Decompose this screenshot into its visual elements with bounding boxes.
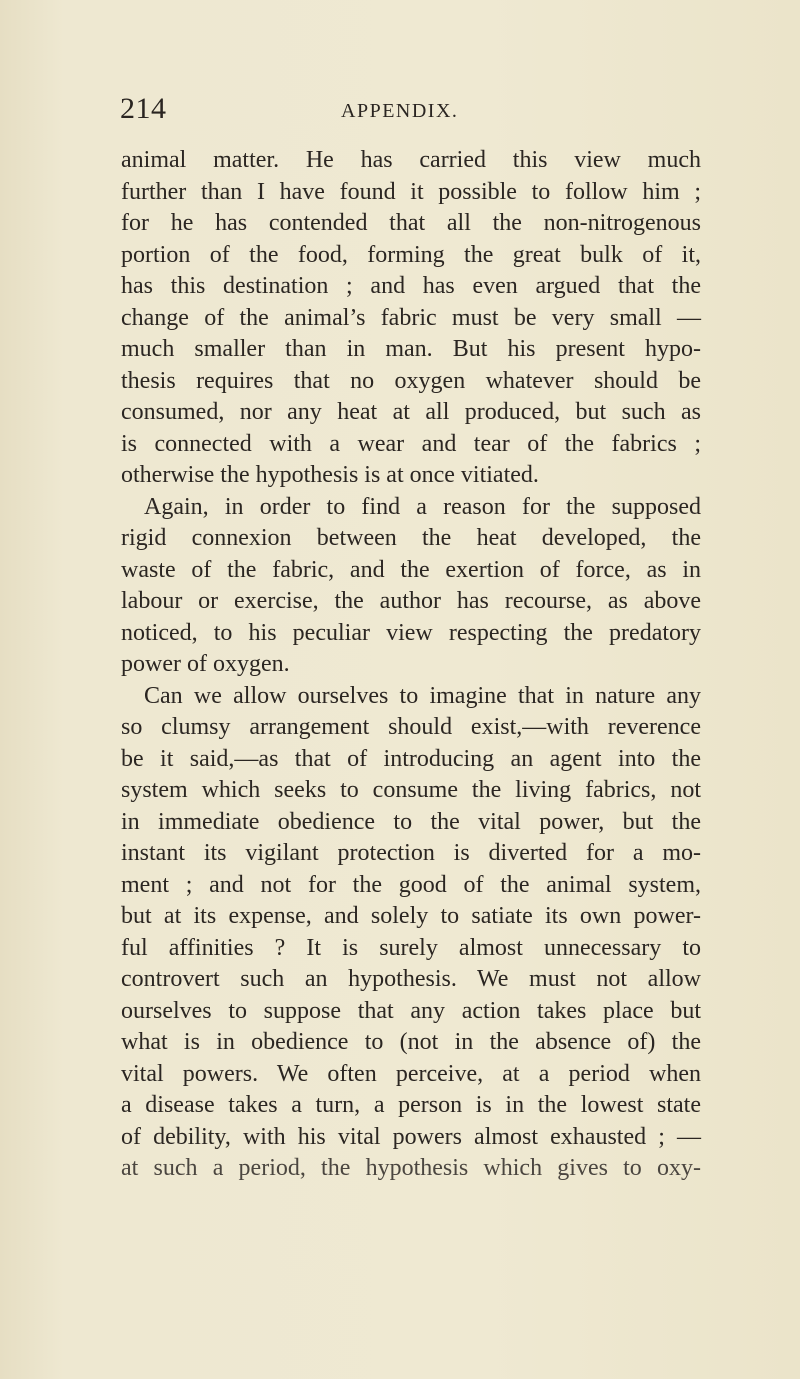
text-line: change of the animal’s fabric must be very small — (121, 304, 701, 331)
text-line: has this destination ; and has even argued that the (121, 273, 701, 299)
text-line: a disease takes a turn, a person is in the lowest state (121, 1092, 701, 1118)
paragraph-first-line: Can we allow ourselves to imagine that in nature any (144, 682, 701, 709)
text-line: but at its expense, and solely to satiate its own power- (121, 903, 701, 929)
body-text (121, 145, 701, 1185)
text-line: controvert such an hypothesis. We must not allow (121, 966, 701, 992)
text-line: noticed, to his peculiar view respecting the predatory (121, 619, 701, 646)
text-line: much smaller than in man. But his present hypo- (121, 336, 701, 362)
paragraph-last-line: power of oxygen. (121, 651, 290, 677)
text-line: consumed, nor any heat at all produced, but such as (121, 399, 701, 425)
text-line: ment ; and not for the good of the animal system, (121, 871, 701, 898)
text-line: in immediate obedience to the vital power, but the (121, 808, 701, 835)
paragraph-first-line: Again, in order to find a reason for the supposed (144, 493, 701, 520)
running-title: APPENDIX. (341, 100, 459, 122)
text-line: ful affinities ? It is surely almost unnecessary to (121, 934, 701, 961)
text-line: labour or exercise, the author has recourse, as above (121, 588, 701, 614)
text-line: waste of the fabric, and the exertion of force, as in (121, 556, 701, 583)
text-line: rigid connexion between the heat developed, the (121, 525, 701, 551)
text-line: instant its vigilant protection is diverted for a mo- (121, 840, 701, 866)
text-line: vital powers. We often perceive, at a period when (121, 1060, 701, 1087)
page-number: 214 (120, 92, 167, 125)
text-line: at such a period, the hypothesis which gives to oxy- (121, 1155, 701, 1181)
text-line: is connected with a wear and tear of the fabrics ; (121, 430, 701, 457)
text-line: animal matter. He has carried this view much (121, 147, 701, 173)
text-line: of debility, with his vital powers almost exhausted ; — (121, 1123, 701, 1150)
text-line: thesis requires that no oxygen whatever should be (121, 367, 701, 394)
text-line: portion of the food, forming the great bulk of it, (121, 241, 701, 268)
text-line: further than I have found it possible to follow him ; (121, 178, 701, 205)
text-line: for he has contended that all the non-nitrogenous (121, 210, 701, 236)
text-line: ourselves to suppose that any action takes place but (121, 997, 701, 1024)
text-line: be it said,—as that of introducing an agent into the (121, 745, 701, 772)
text-line: what is in obedience to (not in the absence of) the (121, 1029, 701, 1055)
text-line: so clumsy arrangement should exist,—with reverence (121, 714, 701, 740)
text-line: system which seeks to consume the living fabrics, not (121, 777, 701, 803)
paragraph-last-line: otherwise the hypothesis is at once vitiated. (121, 462, 539, 488)
running-head (120, 92, 700, 132)
